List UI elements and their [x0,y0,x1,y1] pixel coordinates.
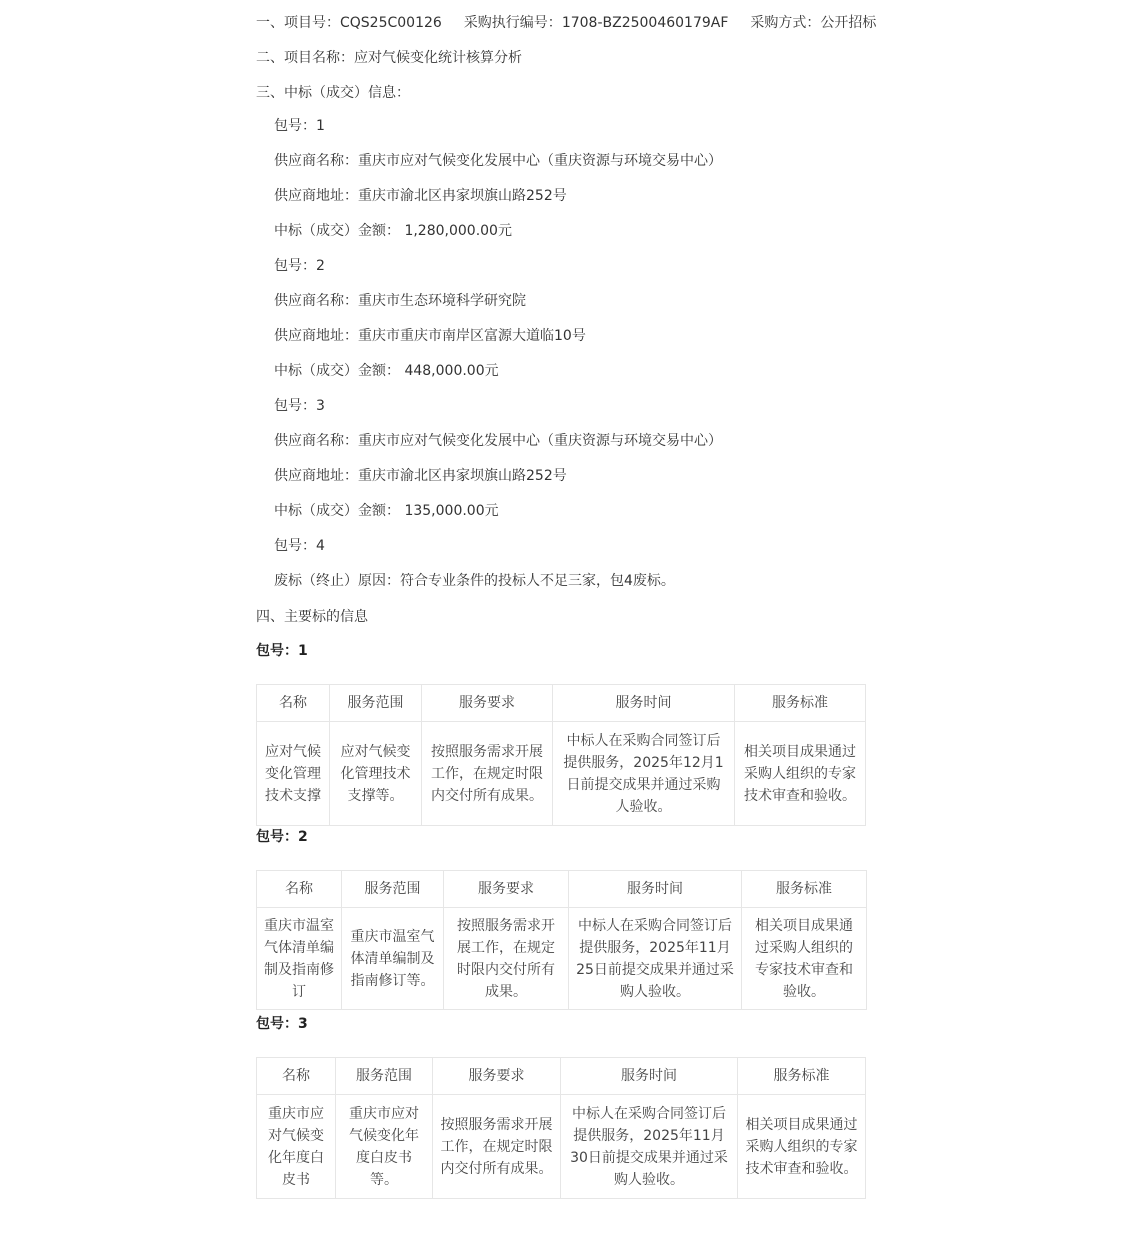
column-header-requirement: 服务要求 [444,871,569,908]
cell-standard: 相关项目成果通过采购人组织的专家技术审查和验收。 [742,908,867,1010]
cell-requirement: 按照服务需求开展工作，在规定时限内交付所有成果。 [433,1095,561,1199]
column-header-name: 名称 [257,685,330,722]
award-amount: 448,000.00元 [404,363,499,379]
table-row [257,908,867,1010]
supplier-name-line [274,431,722,451]
project-name-label: 二、项目名称： [256,50,354,66]
failure-reason: 符合专业条件的投标人不足三家，包4废标。 [400,573,675,589]
project-name-line [256,48,522,68]
award-amount-label: 中标（成交）金额： [274,223,400,239]
award-amount-line [274,221,512,241]
supplier-address-line [274,466,567,486]
cell-time: 中标人在采购合同签订后提供服务，2025年11月30日前提交成果并通过采购人验收。 [561,1095,738,1199]
supplier-name-line [274,291,526,311]
cell-scope: 重庆市应对气候变化年度白皮书等。 [336,1095,433,1199]
exec-no: 1708-BZ2500460179AF [561,15,729,31]
column-header-standard: 服务标准 [738,1058,866,1095]
package-label: 包号： [274,118,316,134]
main-subject-title: 四、主要标的信息 [256,609,368,625]
table-header-row [257,871,867,908]
supplier-address-label: 供应商地址： [274,328,358,344]
failure-reason-line [274,571,675,591]
cell-time: 中标人在采购合同签订后提供服务，2025年11月25日前提交成果并通过采购人验收。 [569,908,742,1010]
table-package-heading: 包号：3 [256,1016,308,1032]
supplier-address: 重庆市渝北区冉家坝旗山路252号 [358,468,567,484]
column-header-scope: 服务范围 [330,685,422,722]
package-number [274,536,325,556]
method-label: 采购方式： [750,15,821,31]
package-no: 4 [316,538,325,554]
procurement-method: 公开招标 [820,15,877,31]
column-header-standard: 服务标准 [742,871,867,908]
supplier-name: 重庆市应对气候变化发展中心（重庆资源与环境交易中心） [358,433,722,449]
column-header-scope: 服务范围 [336,1058,433,1095]
cell-requirement: 按照服务需求开展工作，在规定时限内交付所有成果。 [444,908,569,1010]
supplier-address-line [274,326,586,346]
table-row [257,1095,866,1199]
cell-name: 重庆市温室气体清单编制及指南修订 [257,908,342,1010]
column-header-requirement: 服务要求 [422,685,553,722]
supplier-address: 重庆市渝北区冉家坝旗山路252号 [358,188,567,204]
package-label: 包号： [274,398,316,414]
subject-table [256,684,866,826]
package-number [274,396,325,416]
supplier-name-line [274,151,722,171]
project-name: 应对气候变化统计核算分析 [354,50,522,66]
award-amount: 1,280,000.00元 [404,223,512,239]
table-header-row [257,685,866,722]
supplier-address-line [274,186,567,206]
package-label: 包号： [274,538,316,554]
supplier-address-label: 供应商地址： [274,468,358,484]
package-no: 3 [316,398,325,414]
supplier-name-label: 供应商名称： [274,433,358,449]
award-amount-label: 中标（成交）金额： [274,363,400,379]
cell-scope: 重庆市温室气体清单编制及指南修订等。 [342,908,444,1010]
table-package-heading: 包号：2 [256,829,308,845]
award-amount-line [274,361,499,381]
table-header-row [257,1058,866,1095]
award-info-title: 三、中标（成交）信息： [256,85,410,101]
cell-standard: 相关项目成果通过采购人组织的专家技术审查和验收。 [738,1095,866,1199]
award-amount: 135,000.00元 [404,503,499,519]
column-header-time: 服务时间 [569,871,742,908]
column-header-requirement: 服务要求 [433,1058,561,1095]
cell-standard: 相关项目成果通过采购人组织的专家技术审查和验收。 [735,722,866,826]
column-header-scope: 服务范围 [342,871,444,908]
failure-reason-label: 废标（终止）原因： [274,573,400,589]
table-row [257,722,866,826]
package-label: 包号： [274,258,316,274]
project-no-label: 一、项目号： [256,15,340,31]
cell-name: 重庆市应对气候变化年度白皮书 [257,1095,336,1199]
supplier-address: 重庆市重庆市南岸区富源大道临10号 [358,328,586,344]
project-no: CQS25C00126 [340,15,442,31]
project-info-line [256,13,876,33]
award-amount-label: 中标（成交）金额： [274,503,400,519]
package-number [274,116,325,136]
package-no: 2 [316,258,325,274]
column-header-standard: 服务标准 [735,685,866,722]
subject-table [256,1057,866,1199]
exec-no-label: 采购执行编号： [463,15,562,31]
cell-time: 中标人在采购合同签订后提供服务，2025年12月1日前提交成果并通过采购人验收。 [553,722,735,826]
column-header-name: 名称 [257,871,342,908]
column-header-time: 服务时间 [553,685,735,722]
package-number [274,256,325,276]
cell-name: 应对气候变化管理技术支撑 [257,722,330,826]
package-no: 1 [316,118,325,134]
supplier-name: 重庆市生态环境科学研究院 [358,293,526,309]
supplier-name-label: 供应商名称： [274,293,358,309]
award-amount-line [274,501,499,521]
column-header-time: 服务时间 [561,1058,738,1095]
cell-requirement: 按照服务需求开展工作，在规定时限内交付所有成果。 [422,722,553,826]
supplier-address-label: 供应商地址： [274,188,358,204]
cell-scope: 应对气候变化管理技术支撑等。 [330,722,422,826]
column-header-name: 名称 [257,1058,336,1095]
supplier-name: 重庆市应对气候变化发展中心（重庆资源与环境交易中心） [358,153,722,169]
subject-table [256,870,867,1010]
supplier-name-label: 供应商名称： [274,153,358,169]
table-package-heading: 包号：1 [256,643,308,659]
